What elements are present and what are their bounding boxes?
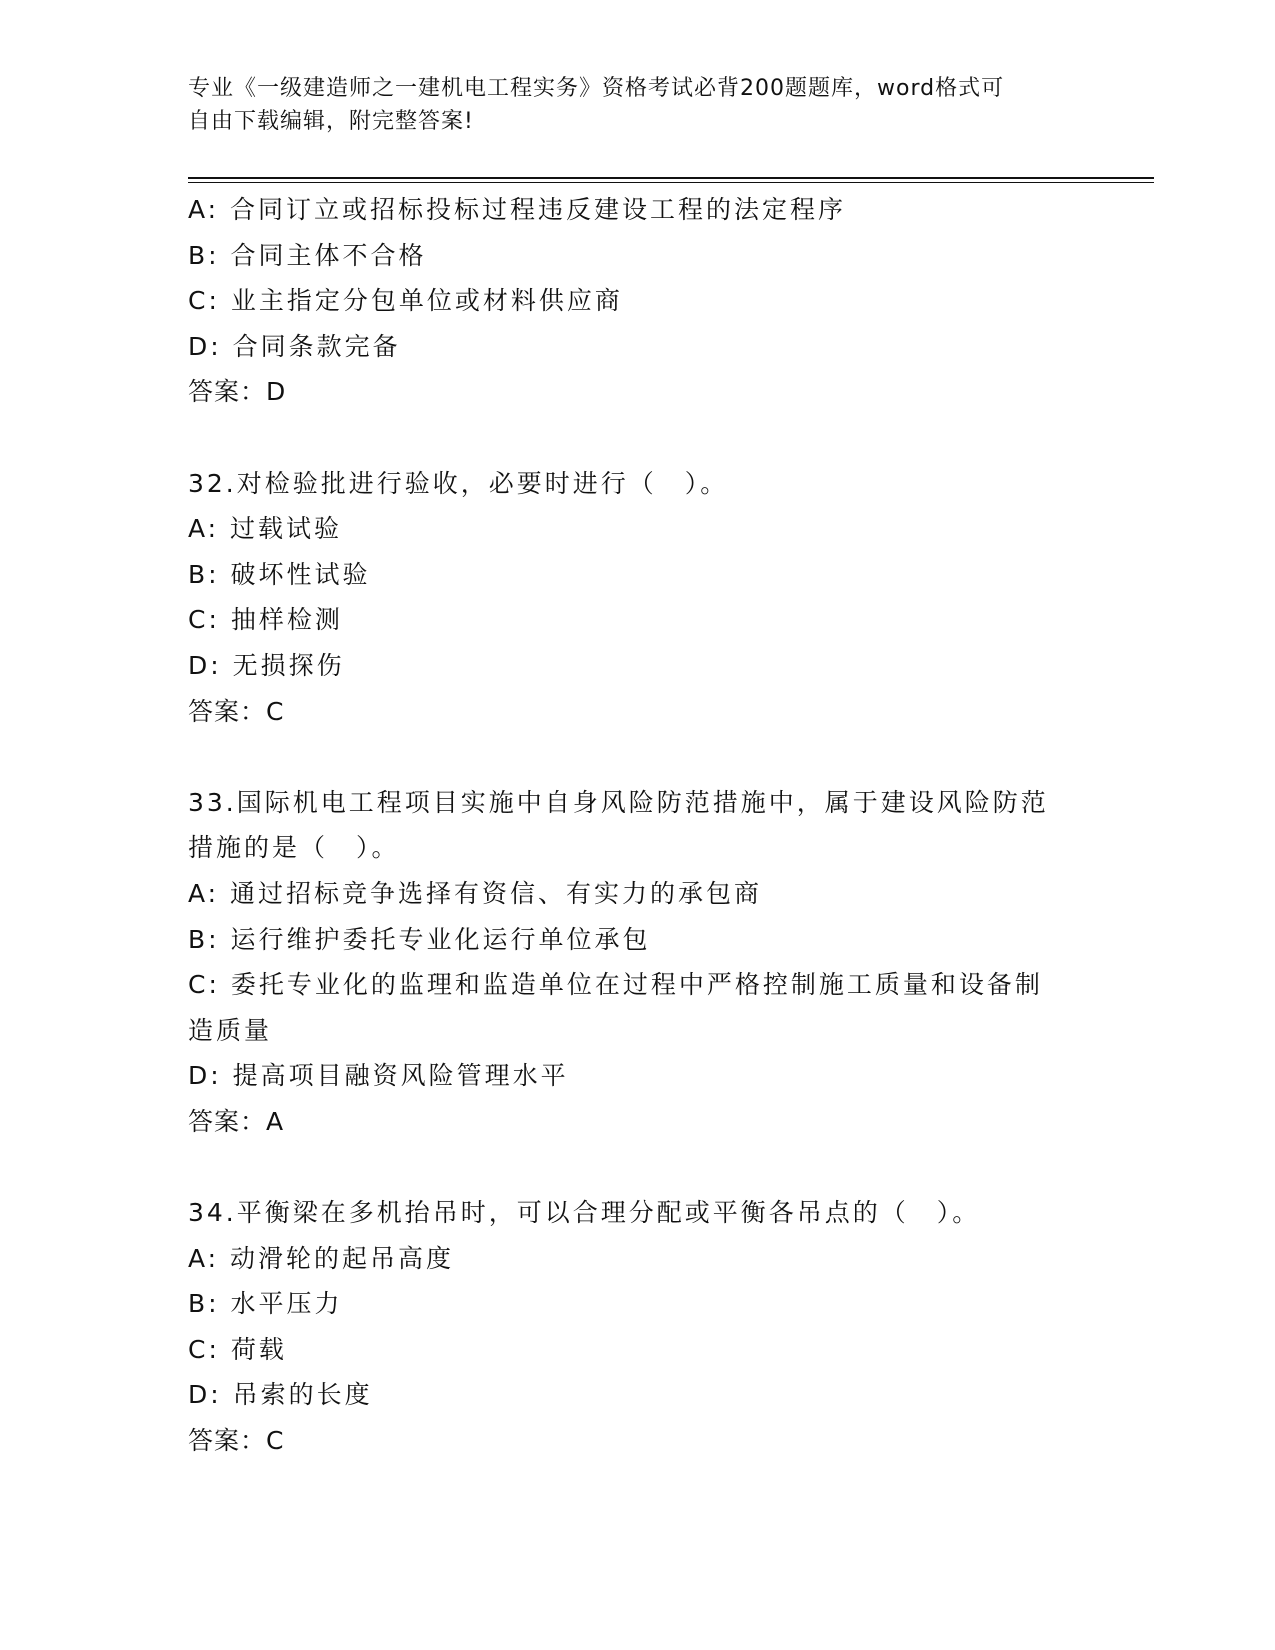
- option-a: A: 通过招标竞争选择有资信、有实力的承包商: [188, 878, 763, 908]
- question-stem-continued: 措施的是（ ）。: [188, 833, 400, 863]
- question-stem: 33.国际机电工程项目实施中自身风险防范措施中，属于建设风险防范: [188, 787, 1049, 817]
- option-a: A: 动滑轮的起吊高度: [188, 1243, 455, 1273]
- option-b: B: 运行维护委托专业化运行单位承包: [188, 924, 651, 954]
- option-d: D: 合同条款完备: [188, 331, 401, 361]
- option-c: C: 荷载: [188, 1334, 287, 1364]
- option-c: C: 业主指定分包单位或材料供应商: [188, 286, 623, 316]
- question-stem: 34.平衡梁在多机抬吊时，可以合理分配或平衡各吊点的（ ）。: [188, 1198, 981, 1228]
- option-a: A: 过载试验: [188, 514, 343, 544]
- option-d: D: 无损探伤: [188, 650, 345, 680]
- option-c-continued: 造质量: [188, 1015, 273, 1045]
- option-b: B: 水平压力: [188, 1289, 343, 1319]
- option-b: B: 合同主体不合格: [188, 240, 427, 270]
- option-a: A: 合同订立或招标投标过程违反建设工程的法定程序: [188, 195, 847, 224]
- option-b: B: 破坏性试验: [188, 559, 371, 589]
- question-33: [188, 780, 1088, 1145]
- option-d: D: 吊索的长度: [188, 1380, 373, 1410]
- answer: 答案：D: [188, 377, 287, 407]
- answer: 答案：C: [188, 696, 285, 726]
- option-c: C: 抽样检测: [188, 605, 343, 635]
- header-line-2: 自由下载编辑，附完整答案!: [188, 109, 474, 134]
- option-c: C: 委托专业化的监理和监造单位在过程中严格控制施工质量和设备制: [188, 970, 1043, 1000]
- question-stem: 32.对检验批进行验收，必要时进行（ ）。: [188, 468, 729, 498]
- header-divider-thin: [188, 182, 1154, 183]
- question-32: [188, 461, 1088, 735]
- option-d: D: 提高项目融资风险管理水平: [188, 1061, 569, 1091]
- answer: 答案：C: [188, 1426, 285, 1456]
- header-divider-thick: [188, 177, 1154, 179]
- document-header: [188, 72, 1088, 138]
- question-31: [188, 187, 1088, 415]
- header-line-1: 专业《一级建造师之一建机电工程实务》资格考试必背200题题库，word格式可: [188, 76, 1005, 101]
- question-list: [188, 187, 1088, 1464]
- question-34: [188, 1190, 1088, 1464]
- answer: 答案：A: [188, 1106, 285, 1136]
